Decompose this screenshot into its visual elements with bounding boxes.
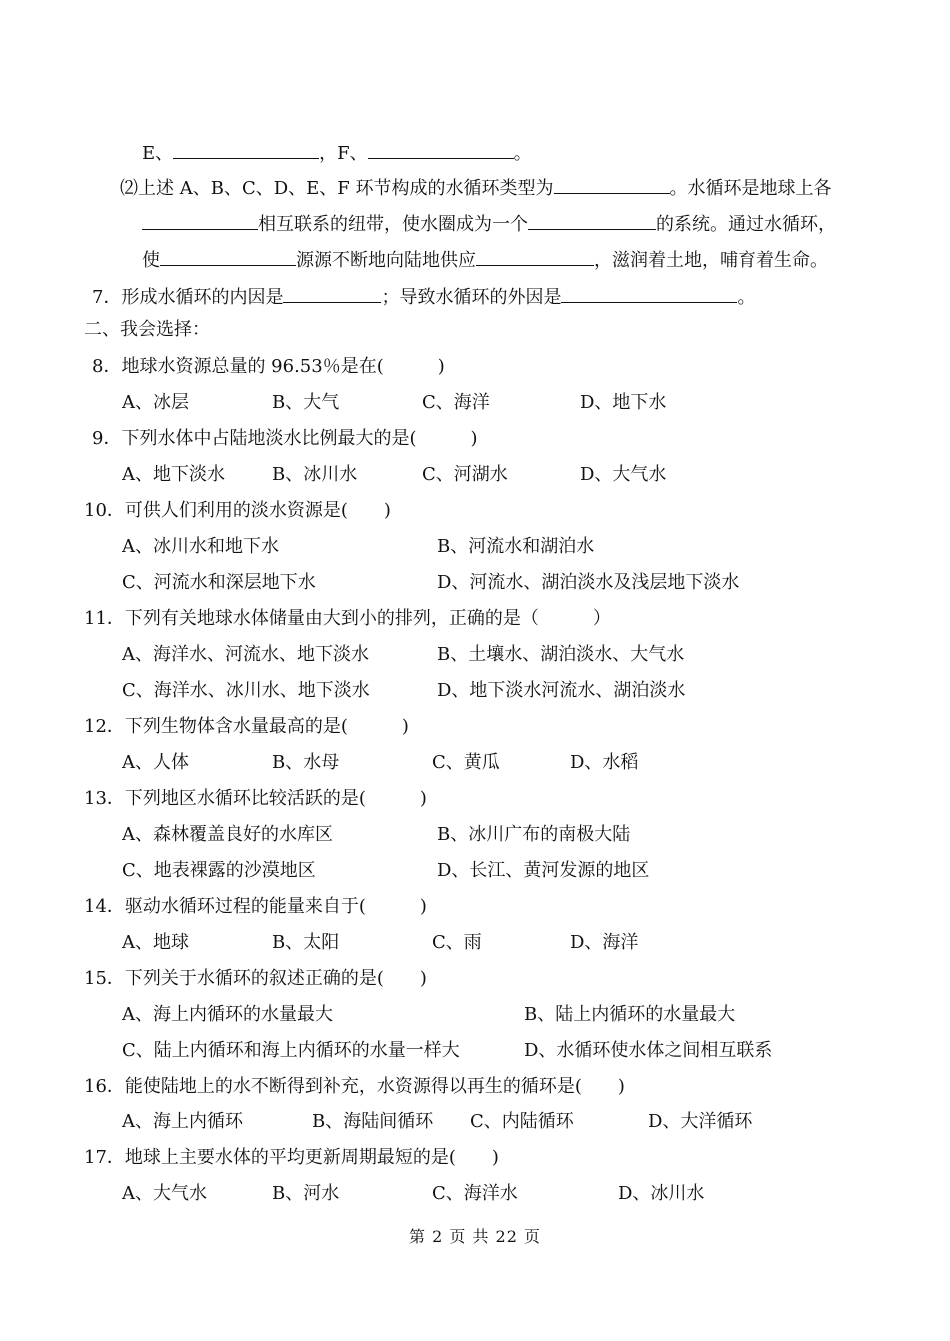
option-d[interactable]: D、水稻 bbox=[570, 752, 639, 773]
question-9 bbox=[92, 427, 478, 451]
question-8 bbox=[92, 355, 445, 379]
option-c[interactable]: C、雨 bbox=[432, 932, 482, 953]
option-b[interactable]: B、水母 bbox=[272, 752, 340, 773]
option-d[interactable]: D、地下水 bbox=[580, 392, 667, 413]
page-footer: 第 2 页 共 22 页 bbox=[409, 1227, 541, 1246]
item2-text-2: 。水循环是地球上各 bbox=[669, 178, 832, 199]
option-d[interactable]: D、河流水、湖泊淡水及浅层地下淡水 bbox=[437, 572, 740, 593]
answer-blank-f[interactable] bbox=[368, 140, 514, 159]
question-stem: 下列有关地球水体储量由大到小的排列，正确的是（ ） bbox=[124, 608, 611, 629]
answer-blank-internal[interactable] bbox=[283, 284, 381, 303]
question-number: 12． bbox=[84, 716, 125, 737]
option-d[interactable]: D、大气水 bbox=[580, 464, 667, 485]
item2-line3 bbox=[142, 247, 828, 271]
e-label: E、 bbox=[142, 143, 174, 164]
option-b[interactable]: B、冰川水 bbox=[272, 464, 358, 485]
option-c[interactable]: C、陆上内循环和海上内循环的水量一样大 bbox=[122, 1040, 460, 1061]
q7-text-a: 形成水循环的内因是 bbox=[121, 287, 284, 308]
answer-blank-system[interactable] bbox=[528, 211, 656, 230]
option-a[interactable]: A、冰层 bbox=[122, 392, 189, 413]
option-c[interactable]: C、河湖水 bbox=[422, 464, 508, 485]
section-title: 二、我会选择： bbox=[84, 319, 210, 340]
question-7 bbox=[92, 284, 755, 308]
answer-blank-source[interactable] bbox=[160, 247, 296, 266]
option-b[interactable]: B、冰川广布的南极大陆 bbox=[437, 824, 631, 845]
ef-line bbox=[142, 140, 532, 164]
question-number: 17． bbox=[84, 1147, 125, 1168]
option-b[interactable]: B、陆上内循环的水量最大 bbox=[524, 1004, 736, 1025]
option-c[interactable]: C、黄瓜 bbox=[432, 752, 500, 773]
question-stem: 可供人们利用的淡水资源是( ) bbox=[124, 500, 391, 521]
question-number: 16． bbox=[84, 1076, 125, 1097]
option-d[interactable]: D、大洋循环 bbox=[648, 1111, 753, 1132]
answer-blank-external[interactable] bbox=[561, 284, 737, 303]
item2-text-5: 使 bbox=[142, 250, 160, 271]
item2-text-4: 的系统。通过水循环， bbox=[656, 214, 836, 235]
question-10 bbox=[84, 499, 391, 523]
question-stem: 地球水资源总量的 96.53％是在( ) bbox=[121, 356, 445, 377]
question-17 bbox=[84, 1146, 499, 1170]
item2-text-1: ⑵上述 A、B、C、D、E、F 环节构成的水循环类型为 bbox=[120, 178, 554, 199]
question-number: 15． bbox=[84, 968, 125, 989]
question-stem: 地球上主要水体的平均更新周期最短的是( ) bbox=[124, 1147, 499, 1168]
option-d[interactable]: D、海洋 bbox=[570, 932, 639, 953]
option-c[interactable]: C、河流水和深层地下水 bbox=[122, 572, 316, 593]
question-16 bbox=[84, 1075, 625, 1099]
question-12 bbox=[84, 715, 409, 739]
option-b[interactable]: B、土壤水、湖泊淡水、大气水 bbox=[437, 644, 685, 665]
q7-text-b: ；导致水循环的外因是 bbox=[381, 287, 562, 308]
option-c[interactable]: C、海洋水 bbox=[432, 1183, 518, 1204]
option-b[interactable]: B、太阳 bbox=[272, 932, 340, 953]
option-a[interactable]: A、地球 bbox=[122, 932, 189, 953]
question-14 bbox=[84, 895, 427, 919]
option-c[interactable]: C、海洋水、冰川水、地下淡水 bbox=[122, 680, 370, 701]
item2-text-7: ，滋润着土地，哺育着生命。 bbox=[594, 250, 828, 271]
option-a[interactable]: A、海上内循环的水量最大 bbox=[122, 1004, 333, 1025]
option-d[interactable]: D、冰川水 bbox=[618, 1183, 705, 1204]
option-a[interactable]: A、地下淡水 bbox=[122, 464, 225, 485]
option-a[interactable]: A、海上内循环 bbox=[122, 1111, 243, 1132]
option-d[interactable]: D、水循环使水体之间相互联系 bbox=[524, 1040, 773, 1061]
option-b[interactable]: B、海陆间循环 bbox=[312, 1111, 434, 1132]
question-number: 8． bbox=[92, 356, 122, 377]
answer-blank-e[interactable] bbox=[173, 140, 319, 159]
option-b[interactable]: B、大气 bbox=[272, 392, 340, 413]
question-stem: 下列关于水循环的叙述正确的是( ) bbox=[124, 968, 427, 989]
question-number: 10． bbox=[84, 500, 125, 521]
question-stem: 能使陆地上的水不断得到补充，水资源得以再生的循环是( ) bbox=[124, 1076, 625, 1097]
option-a[interactable]: A、大气水 bbox=[122, 1183, 207, 1204]
question-13 bbox=[84, 787, 427, 811]
f-label: ，F、 bbox=[319, 143, 368, 164]
question-number: 14． bbox=[84, 896, 125, 917]
question-number: 7． bbox=[92, 287, 122, 308]
item2-line2 bbox=[142, 211, 836, 235]
option-c[interactable]: C、海洋 bbox=[422, 392, 490, 413]
answer-blank-links[interactable] bbox=[142, 211, 258, 230]
item2-text-6: 源源不断地向陆地供应 bbox=[296, 250, 476, 271]
period: 。 bbox=[513, 143, 532, 164]
option-a[interactable]: A、人体 bbox=[122, 752, 189, 773]
question-15 bbox=[84, 967, 427, 991]
option-b[interactable]: B、河流水和湖泊水 bbox=[437, 536, 595, 557]
question-number: 11． bbox=[84, 608, 125, 629]
answer-blank-supply[interactable] bbox=[476, 247, 594, 266]
question-stem: 下列水体中占陆地淡水比例最大的是( ) bbox=[121, 428, 478, 449]
question-number: 13． bbox=[84, 788, 125, 809]
question-stem: 下列生物体含水量最高的是( ) bbox=[124, 716, 409, 737]
item2-text-3: 相互联系的纽带，使水圈成为一个 bbox=[258, 214, 528, 235]
option-d[interactable]: D、长江、黄河发源的地区 bbox=[437, 860, 650, 881]
question-number: 9． bbox=[92, 428, 122, 449]
option-c[interactable]: C、地表裸露的沙漠地区 bbox=[122, 860, 316, 881]
option-a[interactable]: A、冰川水和地下水 bbox=[122, 536, 279, 557]
option-a[interactable]: A、森林覆盖良好的水库区 bbox=[122, 824, 333, 845]
option-b[interactable]: B、河水 bbox=[272, 1183, 340, 1204]
question-stem: 驱动水循环过程的能量来自于( ) bbox=[124, 896, 427, 917]
answer-blank-cycle-type[interactable] bbox=[554, 175, 670, 194]
q7-text-c: 。 bbox=[737, 287, 756, 308]
question-stem: 下列地区水循环比较活跃的是( ) bbox=[124, 788, 427, 809]
option-c[interactable]: C、内陆循环 bbox=[470, 1111, 574, 1132]
option-a[interactable]: A、海洋水、河流水、地下淡水 bbox=[122, 644, 369, 665]
option-d[interactable]: D、地下淡水河流水、湖泊淡水 bbox=[437, 680, 686, 701]
question-11 bbox=[84, 607, 611, 631]
item2-line1 bbox=[120, 175, 832, 199]
